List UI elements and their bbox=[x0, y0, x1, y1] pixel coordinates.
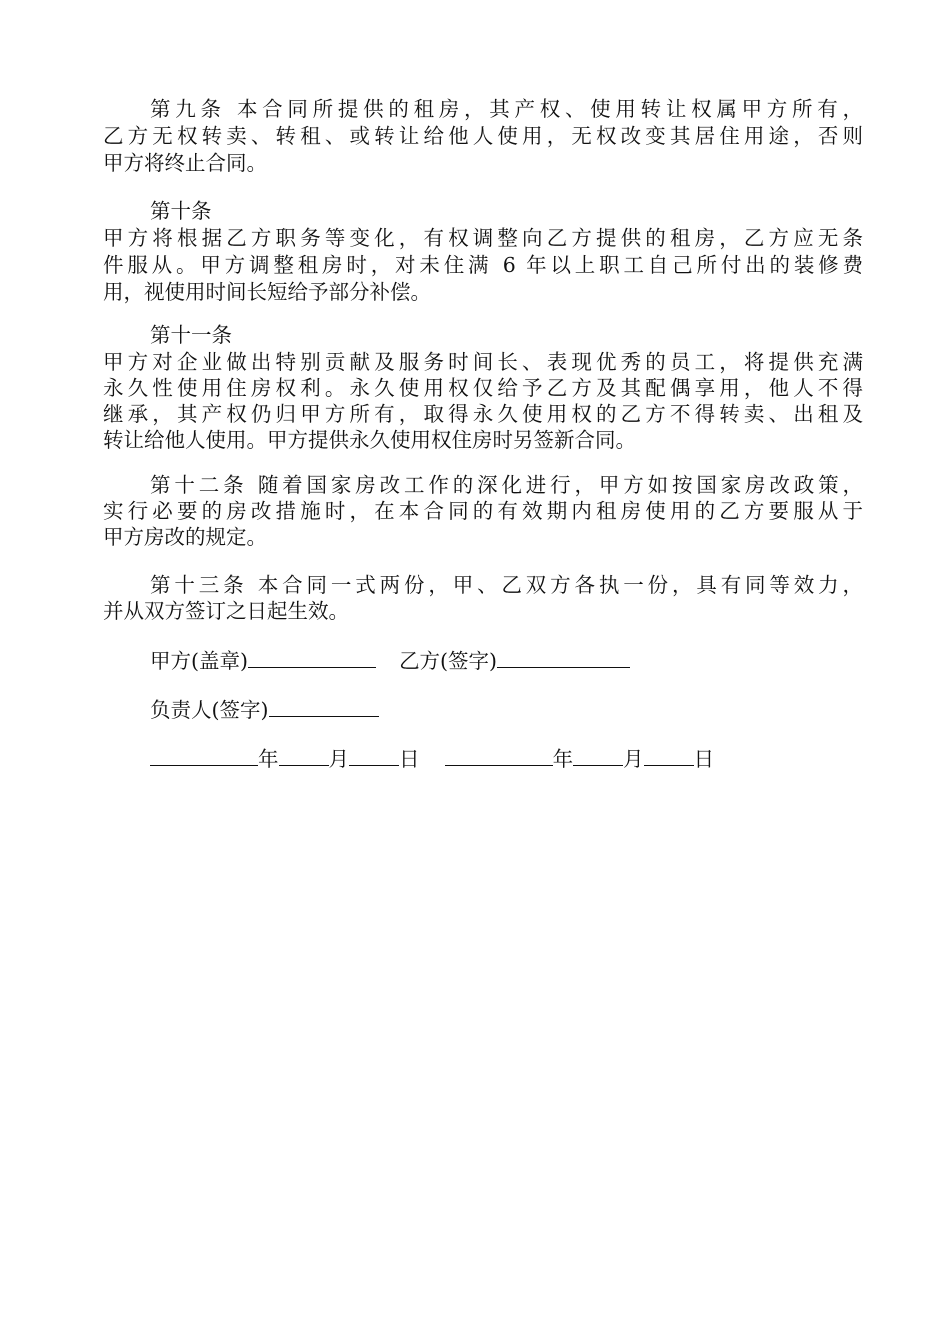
signature-row-parties bbox=[150, 648, 630, 674]
article-9-line-2: 乙方无权转卖、转租、或转让给他人使用，无权改变其居住用途，否则 bbox=[103, 124, 863, 148]
party-a-label: 甲方(盖章) bbox=[150, 649, 248, 673]
article-12-line-1: 第十二条 随着国家房改工作的深化进行，甲方如按国家房改政策， bbox=[150, 473, 863, 497]
date-b-year-label: 年 bbox=[552, 747, 574, 771]
article-10-heading: 第十条 bbox=[150, 199, 212, 223]
date-b-month-blank[interactable] bbox=[573, 746, 623, 766]
responsible-label: 负责人(签字) bbox=[150, 698, 269, 722]
date-a-year-blank[interactable] bbox=[150, 746, 258, 766]
article-10-line-2: 件服从。甲方调整租房时，对未住满 6 年以上职工自己所付出的装修费 bbox=[103, 253, 863, 277]
party-b-label: 乙方(签字) bbox=[399, 649, 498, 673]
article-10-line-1: 甲方将根据乙方职务等变化，有权调整向乙方提供的租房，乙方应无条 bbox=[103, 226, 863, 250]
article-10-line-3: 用，视使用时间长短给予部分补偿。 bbox=[103, 280, 431, 304]
party-b-signature-blank[interactable] bbox=[497, 648, 630, 668]
article-13-line-2: 并从双方签订之日起生效。 bbox=[103, 599, 349, 623]
date-a-year-label: 年 bbox=[258, 747, 279, 771]
date-a-day-blank[interactable] bbox=[349, 746, 399, 766]
signature-row-dates bbox=[150, 746, 714, 772]
article-11-line-4: 转让给他人使用。甲方提供永久使用权住房时另签新合同。 bbox=[103, 428, 636, 452]
article-9-line-1: 第九条 本合同所提供的租房，其产权、使用转让权属甲方所有， bbox=[150, 97, 863, 121]
responsible-signature-blank[interactable] bbox=[269, 697, 379, 717]
article-12-line-3: 甲方房改的规定。 bbox=[103, 525, 267, 549]
date-a-month-blank[interactable] bbox=[279, 746, 329, 766]
article-11-heading: 第十一条 bbox=[150, 323, 232, 347]
date-b-day-blank[interactable] bbox=[644, 746, 694, 766]
date-a-month-label: 月 bbox=[328, 747, 349, 771]
article-11-line-2: 永久性使用住房权利。永久使用权仅给予乙方及其配偶享用，他人不得 bbox=[103, 376, 863, 400]
article-13-line-1: 第十三条 本合同一式两份，甲、乙双方各执一份，具有同等效力， bbox=[150, 573, 863, 597]
article-9-line-3: 甲方将终止合同。 bbox=[103, 151, 267, 175]
article-12-line-2: 实行必要的房改措施时，在本合同的有效期内租房使用的乙方要服从于 bbox=[103, 499, 863, 523]
date-b-day-label: 日 bbox=[693, 747, 715, 771]
signature-row-responsible bbox=[150, 697, 379, 723]
date-a-day-label: 日 bbox=[399, 747, 420, 771]
article-11-line-3: 继承，其产权仍归甲方所有，取得永久使用权的乙方不得转卖、出租及 bbox=[103, 402, 863, 426]
date-b-year-blank[interactable] bbox=[445, 746, 553, 766]
article-11-line-1: 甲方对企业做出特别贡献及服务时间长、表现优秀的员工，将提供充满 bbox=[103, 350, 863, 374]
date-b-month-label: 月 bbox=[623, 747, 644, 771]
party-a-signature-blank[interactable] bbox=[248, 648, 376, 668]
